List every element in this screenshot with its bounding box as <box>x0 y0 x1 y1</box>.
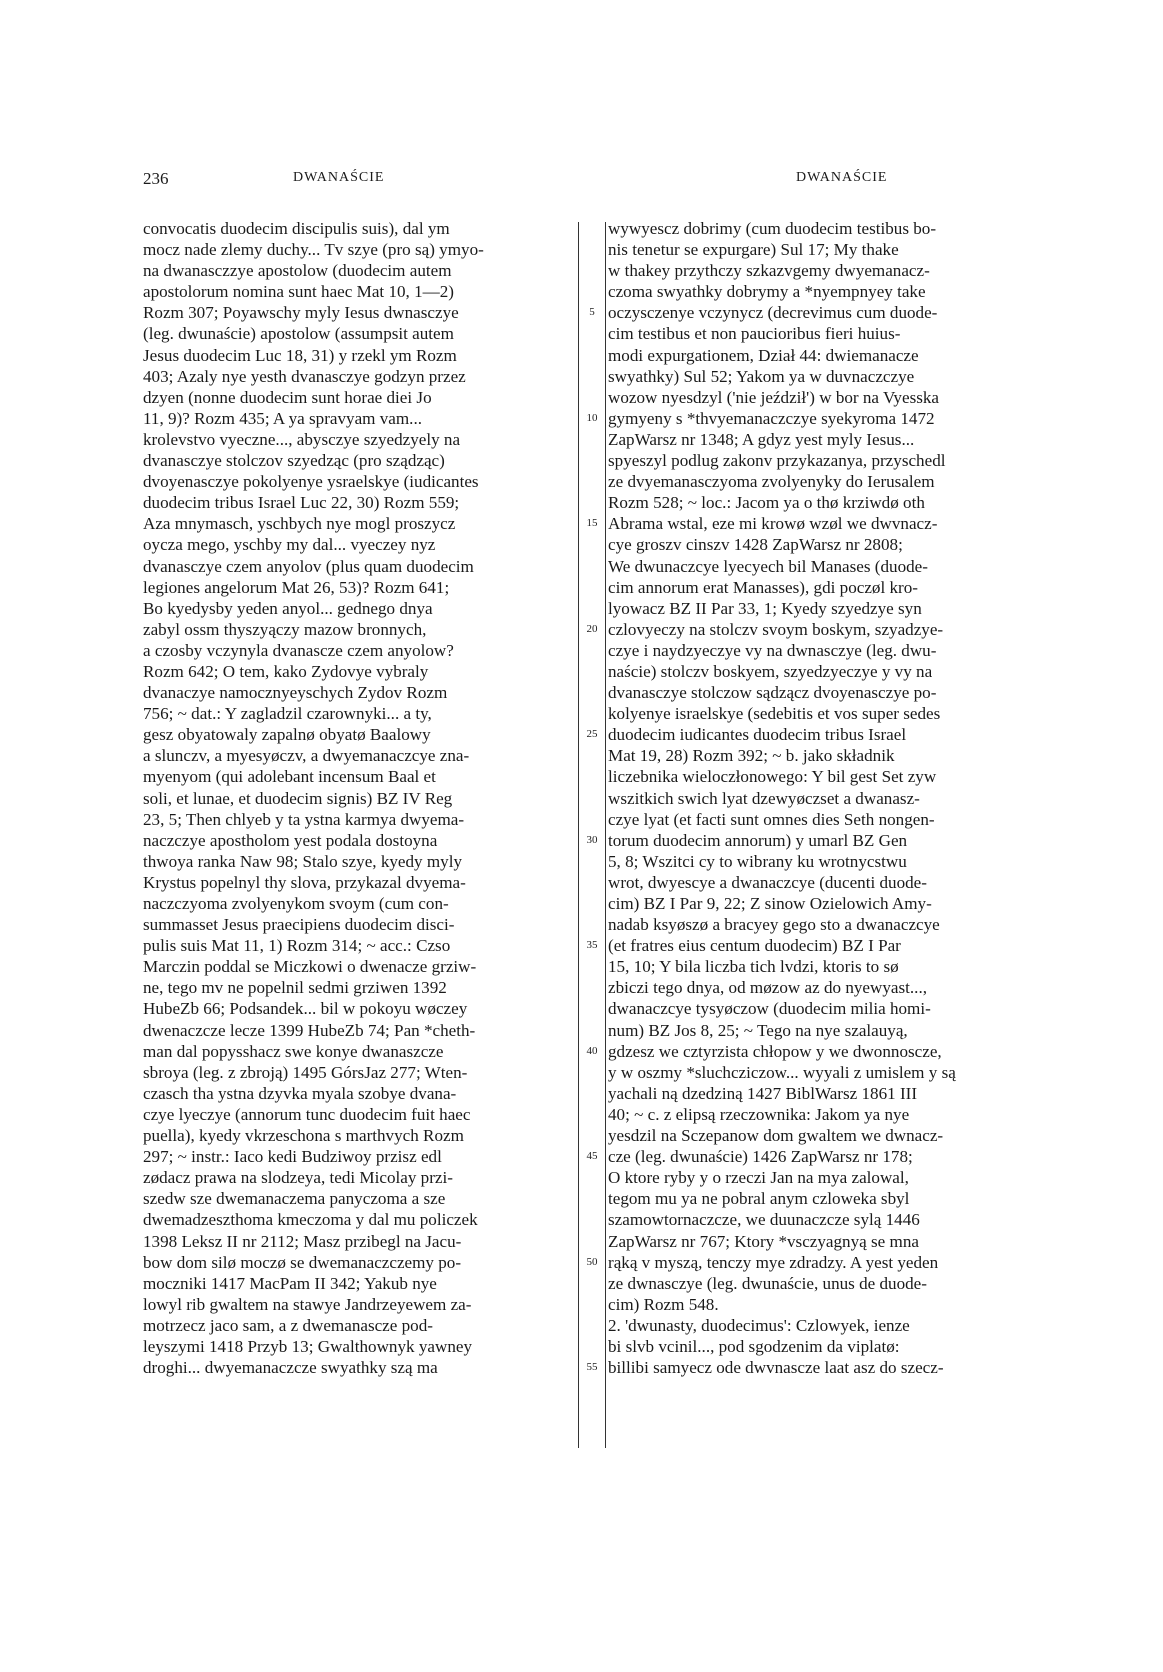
text-line: Mat 19, 28) Rozm 392; ~ b. jako składnik <box>608 746 895 766</box>
line-number: 55 <box>586 1361 598 1374</box>
text-line: duodecim tribus Israel Luc 22, 30) Rozm 559; <box>143 493 460 513</box>
text-line: a slunczv, a myesyøczv, a dwyemanaczcye zna- <box>143 746 470 766</box>
text-line: ze dvyemanasczyoma zvolyenyky do Ierusalem <box>608 472 935 492</box>
text-line: torum duodecim annorum) y umarl BZ Gen <box>608 830 908 850</box>
text-line: Aza mnymasch, yschbych nye mogl proszycz <box>143 514 456 534</box>
line-number: 50 <box>586 1255 598 1268</box>
text-line: soli, et lunae, et duodecim signis) BZ IV Reg <box>143 788 453 808</box>
text-line: naście) stolczv boskyem, szyedzyeczye y vy na <box>608 661 933 681</box>
text-line: moczniki 1417 MacPam II 342; Yakub nye <box>143 1273 437 1293</box>
text-line: wrot, dwyescye a dwanaczcye (ducenti duode- <box>608 872 927 892</box>
text-line: HubeZb 66; Podsandek... bil w pokoyu wøczey <box>143 999 468 1019</box>
text-line: czoma swyathky dobrymy a *nyempnyey take <box>608 282 926 302</box>
text-line: dvanasczye stolczov szyedząc (pro sządząc) <box>143 451 445 471</box>
text-line: kolyenye israelskye (sedebitis et vos super sedes <box>608 704 941 724</box>
text-line: a czosby vczynyla dvanascze czem anyolow? <box>143 640 454 660</box>
text-line: (leg. dwunaście) apostolow (assumpsit autem <box>143 324 454 344</box>
text-line: (et fratres eius centum duodecim) BZ I Par <box>608 936 901 956</box>
text-line: apostolorum nomina sunt haec Mat 10, 1—2) <box>143 282 454 302</box>
text-line: na dwanasczzye apostolow (duodecim autem <box>143 261 452 281</box>
text-line: summasset Jesus praecipiens duodecim disci- <box>143 915 455 935</box>
text-line: cze (leg. dwunaście) 1426 ZapWarsz nr 178; <box>608 1147 913 1167</box>
text-line: 11, 9)? Rozm 435; A ya spravyam vam... <box>143 408 422 428</box>
text-line: duodecim iudicantes duodecim tribus Israel <box>608 725 907 745</box>
text-line: Jesus duodecim Luc 18, 31) y rzekl ym Rozm <box>143 345 457 365</box>
text-line: wywyescz dobrimy (cum duodecim testibus bo- <box>608 219 937 238</box>
text-line: thwoya ranka Naw 98; Stalo szye, kyedy myly <box>143 851 463 871</box>
text-line: czye lyat (et facti sunt omnes dies Seth nongen- <box>608 809 935 829</box>
text-line: 5, 8; Wszitci cy to wibrany ku wrotnycstwu <box>608 851 907 871</box>
text-line: 297; ~ instr.: Iaco kedi Budziwoy przisz edl <box>143 1147 442 1167</box>
text-line: convocatis duodecim discipulis suis), dal ym <box>143 219 450 238</box>
text-line: 15, 10; Y bila liczba tich lvdzi, ktoris to sø <box>608 957 899 977</box>
text-line: Abrama wstal, eze mi krowø wzøl we dwvnacz- <box>608 514 938 534</box>
text-line: liczebnika wieloczłonowego: Y bil gest Set zyw <box>608 767 937 787</box>
line-number: 20 <box>586 622 598 635</box>
line-number: 45 <box>586 1150 598 1163</box>
text-line: dwanaczcye tysyøczow (duodecim milia homi- <box>608 999 931 1019</box>
text-line: cim) BZ I Par 9, 22; Z sinow Ozielowich Amy- <box>608 894 932 913</box>
text-line: Krystus popelnyl thy slova, przykazal dvyema- <box>143 872 466 892</box>
text-line: billibi samyecz ode dwvnascze laat asz do szecz- <box>608 1358 944 1378</box>
text-line: motrzecz jaco sam, a z dwemanascze pod- <box>143 1315 433 1335</box>
text-line: szamowtornaczcze, we duunaczcze sylą 1446 <box>608 1210 920 1230</box>
text-line: Rozm 307; Poyawschy myly Iesus dwnasczye <box>143 303 459 323</box>
text-line: swyathky) Sul 52; Yakom ya w duvnaczczye <box>608 366 915 386</box>
text-line: dvanasczye czem anyolov (plus quam duodecim <box>143 556 474 576</box>
text-line: bow dom silø moczø se dwemanaczczemy po- <box>143 1252 462 1272</box>
text-line: lowyl rib gwaltem na stawye Jandrzeyewem za- <box>143 1294 472 1314</box>
text-line: tegom mu ya ne pobral anym czloweka sbyl <box>608 1189 910 1209</box>
text-line: 23, 5; Then chlyeb y ta ystna karmya dwyema- <box>143 809 465 829</box>
text-line: ZapWarsz nr 767; Ktory *vsczyagnyą se mna <box>608 1231 919 1251</box>
text-line: dwemadzeszthoma kmeczoma y dal mu policzek <box>143 1210 478 1230</box>
line-number: 40 <box>586 1044 598 1057</box>
text-line: leyszymi 1418 Przyb 13; Gwalthownyk yawney <box>143 1336 473 1356</box>
text-line: ne, tego mv ne popelnil sedmi grziwen 1392 <box>143 978 447 998</box>
text-line: 2. 'dwunasty, duodecimus': Czlowyek, ienze <box>608 1315 910 1335</box>
running-head-right: DWANAŚCIE <box>796 170 888 185</box>
text-line: naczczye apostholom yest podala dostoyna <box>143 830 438 850</box>
text-line: 40; ~ c. z elipsą rzeczownika: Jakom ya nye <box>608 1104 910 1124</box>
column-divider-right <box>605 222 606 1448</box>
text-line: szedw sze dwemanaczema panyczoma a sze <box>143 1189 446 1209</box>
text-line: dzyen (nonne duodecim sunt horae diei Jo <box>143 387 432 407</box>
text-line: sbroya (leg. z zbroją) 1495 GórsJaz 277; Wten- <box>143 1062 468 1082</box>
text-line: rąką v myszą, tenczy mye zdradzy. A yest yeden <box>608 1252 939 1272</box>
text-line: czlovyeczy na stolczv svoym boskym, szyadzye- <box>608 619 944 639</box>
line-number: 30 <box>586 833 598 846</box>
text-line: zabyl ossm thyszyączy mazow bronnych, <box>143 619 427 639</box>
page-header <box>143 169 1023 193</box>
text-line: gdzesz we cztyrzista chłopow y we dwonnoscze, <box>608 1041 942 1061</box>
text-line: oczysczenye vczynycz (decrevimus cum duode- <box>608 303 938 323</box>
text-line: yachali ną dzedziną 1427 BiblWarsz 1861 III <box>608 1083 918 1103</box>
text-line: naczczyoma zvolyenykom svoym (cum con- <box>143 894 449 913</box>
text-line: zødacz prawa na slodzeya, tedi Micolay przi- <box>143 1168 453 1188</box>
text-line: gesz obyatowaly zapalnø obyatø Baalowy <box>143 725 431 745</box>
text-line: 1398 Leksz II nr 2112; Masz przibegl na Jacu- <box>143 1231 462 1251</box>
text-line: zbiczi tego dnya, od møzow az do nyewyast..., <box>608 978 927 998</box>
text-line: cim) Rozm 548. <box>608 1294 719 1314</box>
text-line: dvanasczye stolczow sądzącz dvoyenasczye po- <box>608 683 937 703</box>
text-line: krolevstvo vyeczne..., abysczye szyedzyely na <box>143 429 461 449</box>
text-line: pulis suis Mat 11, 1) Rozm 314; ~ acc.: Czso <box>143 936 451 956</box>
text-line: yesdzil na Sczepanow dom gwaltem we dwnacz- <box>608 1126 944 1146</box>
line-number: 25 <box>586 728 598 741</box>
text-line: dvoyenasczye pokolyenye ysraelskye (iudicantes <box>143 472 479 492</box>
text-line: cim annorum erat Manasses), gdi poczøl kro- <box>608 577 918 597</box>
text-line: ZapWarsz nr 1348; A gdyz yest myly Iesus... <box>608 429 915 449</box>
text-line: czye lyeczye (annorum tunc duodecim fuit haec <box>143 1104 471 1124</box>
text-line: puella), kyedy vkrzeschona s marthvych Rozm <box>143 1126 464 1146</box>
text-line: Rozm 528; ~ loc.: Jacom ya o thø krziwdø oth <box>608 493 925 513</box>
text-line: nis tenetur se expurgare) Sul 17; My thake <box>608 240 899 260</box>
text-line: We dwunaczcye lyecyech bil Manases (duode- <box>608 556 928 576</box>
text-line: wszitkich swich lyat dzewyøczset a dwanasz- <box>608 788 920 808</box>
text-line: mocz nade zlemy duchy... Tv szye (pro są) ymyo- <box>143 240 484 260</box>
text-line: myenyom (qui adolebant incensum Baal et <box>143 767 436 787</box>
text-line: cim testibus et non paucioribus fieri huius- <box>608 324 901 344</box>
text-line: oycza mego, yschby my dal... vyeczey nyz <box>143 535 436 555</box>
line-number: 10 <box>586 411 598 424</box>
text-line: ze dwnasczye (leg. dwunaście, unus de duode- <box>608 1273 927 1293</box>
line-number: 15 <box>586 517 598 530</box>
text-line: czye i naydzyeczye vy na dwnasczye (leg. dwu- <box>608 640 937 660</box>
text-line: O ktore ryby y o rzeczi Jan na mya zalowal, <box>608 1168 909 1188</box>
text-line: lyowacz BZ II Par 33, 1; Kyedy szyedzye syn <box>608 598 922 618</box>
text-line: Rozm 642; O tem, kako Zydovye vybraly <box>143 661 429 681</box>
text-line: 756; ~ dat.: Y zagladzil czarownyki... a ty, <box>143 704 432 724</box>
running-head-left: DWANAŚCIE <box>293 170 385 185</box>
text-line: bi slvb vcinil..., pod sgodzenim da viplatø: <box>608 1336 900 1356</box>
text-line: man dal popysshacz swe konye dwanaszcze <box>143 1041 444 1061</box>
text-line: Bo kyedysby yeden anyol... gednego dnya <box>143 598 433 618</box>
text-line: num) BZ Jos 8, 25; ~ Tego na nye szalauyą, <box>608 1020 908 1040</box>
text-line: modi expurgationem, Dział 44: dwiemanacze <box>608 345 919 365</box>
text-line: czasch tha ystna dzyvka myala szobye dvana- <box>143 1083 457 1103</box>
right-text-column <box>608 218 1021 1378</box>
left-text-column <box>143 218 556 1378</box>
text-line: dwenaczcze lecze 1399 HubeZb 74; Pan *cheth- <box>143 1020 476 1040</box>
text-line: gymyeny s *thvyemanaczczye syekyroma 1472 <box>608 408 935 428</box>
line-number: 5 <box>589 306 595 319</box>
line-number: 35 <box>586 939 598 952</box>
text-line: cye groszv cinszv 1428 ZapWarsz nr 2808; <box>608 535 903 555</box>
text-line: y w oszmy *sluchcziczow... wyyali z umislem y są <box>608 1062 956 1082</box>
text-line: Marczin poddal se Miczkowi o dwenacze grziw- <box>143 957 477 977</box>
text-line: spyeszyl podlug zakonv przykazanya, przyschedl <box>608 451 946 471</box>
text-line: wozow nyesdzyl ('nie jeździł') w bor na Vyesska <box>608 387 940 407</box>
column-divider-left <box>578 222 579 1448</box>
text-line: dvanaczye namocznyeyschych Zydov Rozm <box>143 683 448 703</box>
text-line: nadab ksyøszø a bracyey gego sto a dwanaczcye <box>608 915 940 935</box>
page-number: 236 <box>143 169 169 188</box>
text-line: legiones angelorum Mat 26, 53)? Rozm 641; <box>143 577 450 597</box>
text-line: w thakey przythczy szkazvgemy dwyemanacz- <box>608 261 930 281</box>
text-line: 403; Azaly nye yesth dvanasczye godzyn przez <box>143 366 466 386</box>
text-line: droghi... dwyemanaczcze swyathky szą ma <box>143 1358 438 1378</box>
